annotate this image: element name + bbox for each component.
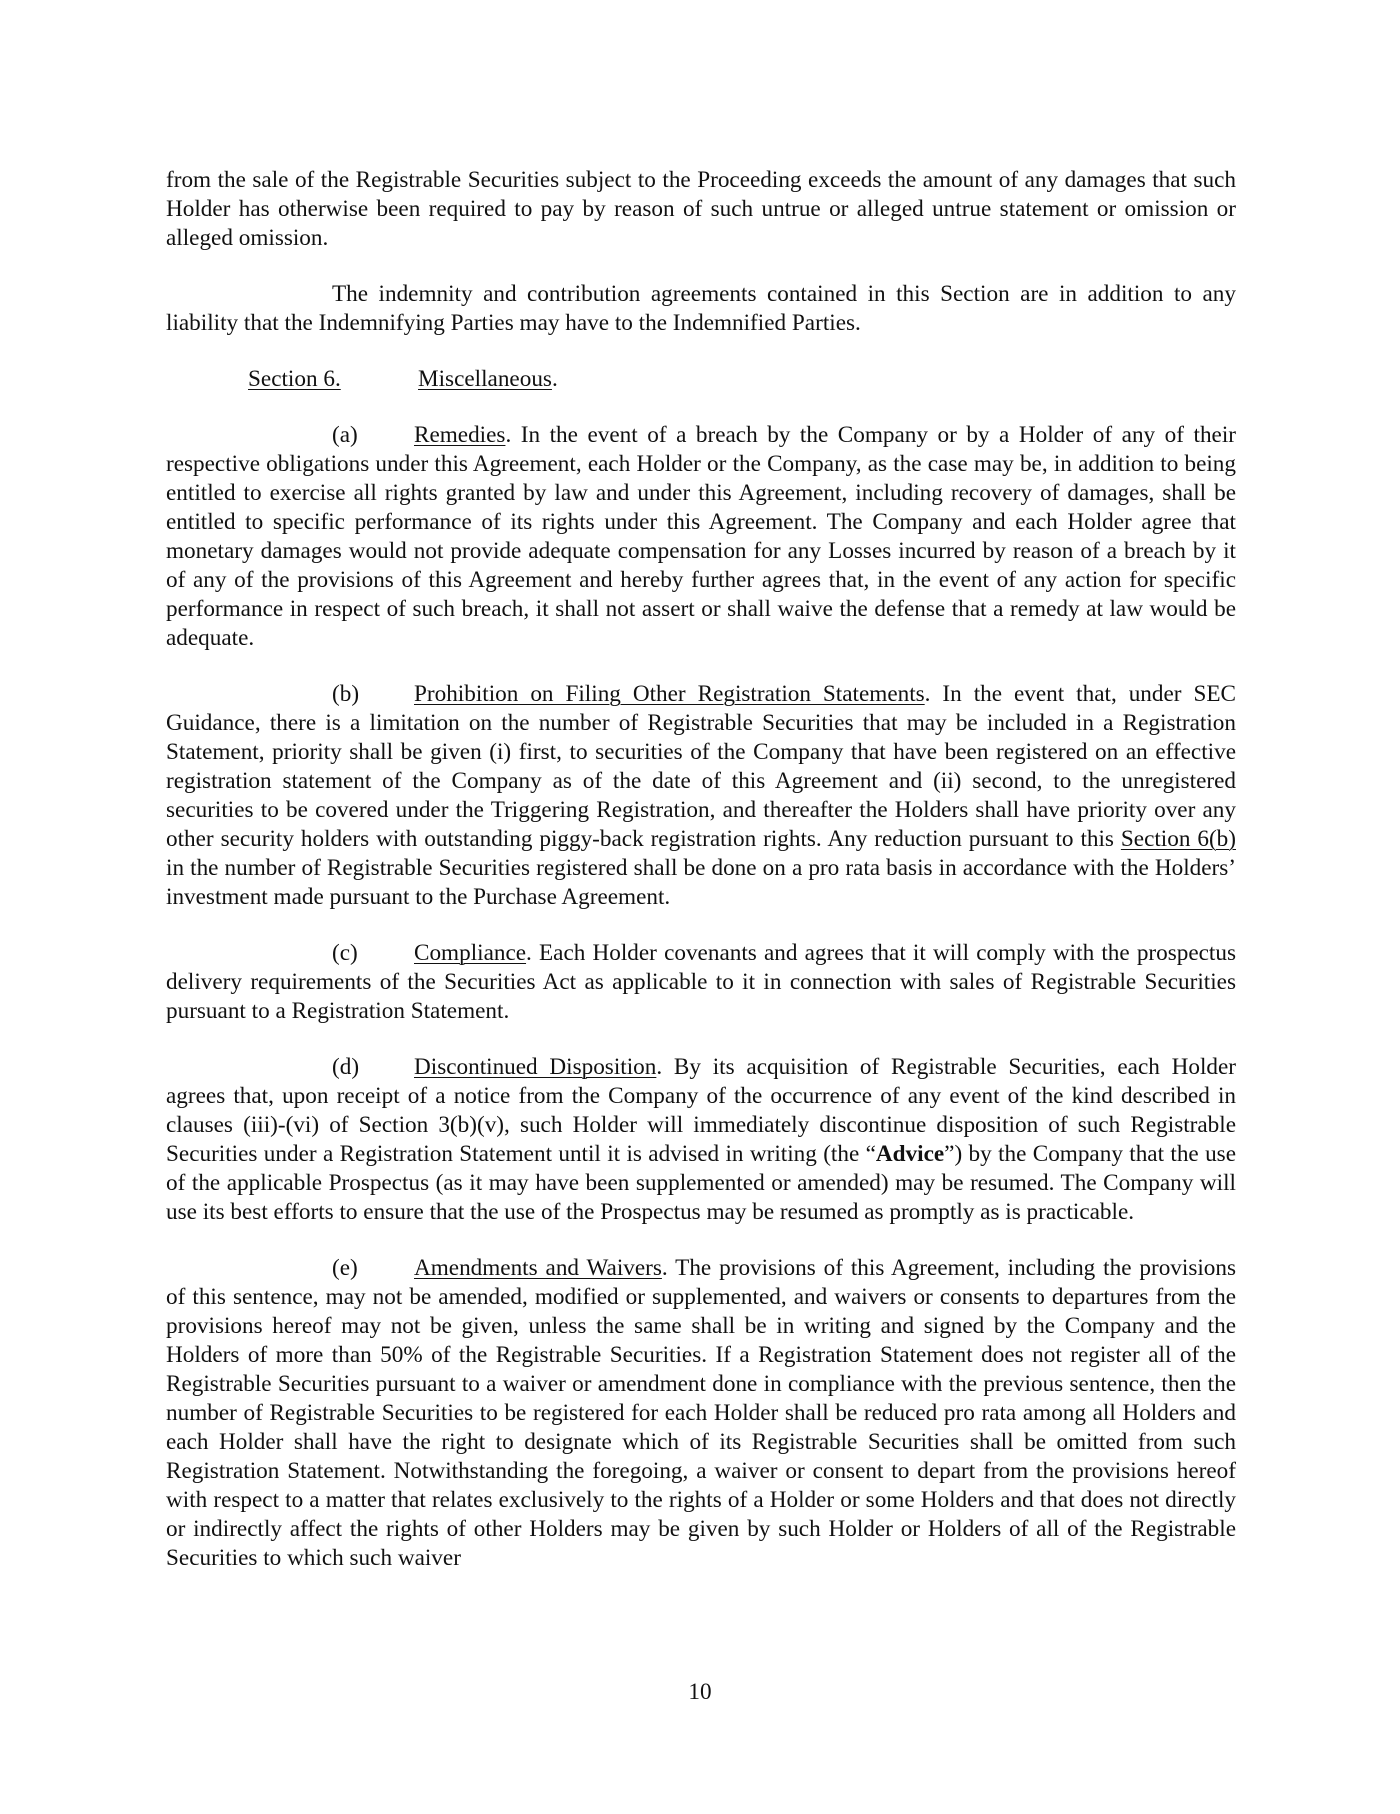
intro-paragraph: from the sale of the Registrable Securities subject to the Proceeding exceeds the amount of any damages that such Holder has otherwise been required to pay by reason of such untrue or alleged untrue statement or omission or alleged omission. bbox=[166, 167, 1236, 251]
paragraph-label: (a) bbox=[332, 422, 358, 448]
paragraph-a bbox=[166, 421, 1236, 653]
paragraph-d bbox=[166, 1053, 1236, 1227]
section-heading bbox=[166, 365, 1236, 394]
paragraph-heading: Discontinued Disposition bbox=[414, 1054, 657, 1080]
paragraph-e bbox=[166, 1254, 1236, 1573]
paragraph-heading: Compliance bbox=[414, 940, 527, 966]
paragraph-heading: Prohibition on Filing Other Registration Statements bbox=[414, 681, 925, 707]
section-title: Miscellaneous bbox=[418, 366, 552, 392]
paragraph-body: . By its acquisition of Registrable Securities, each Holder agrees that, upon receipt of a notice from the Company of the occurrence of any event of the kind described in clauses (iii)-(vi) of Section 3(b)(v), such Holder will immediately discontinue disposition of such Registrable Securities under a Registration Statement until it is advised in writing (the “ bbox=[166, 1054, 1236, 1167]
paragraph-body: . In the event of a breach by the Company or by a Holder of any of their respective obligations under this Agreement, each Holder or the Company, as the case may be, in addition to being entitled to exercise all rights granted by law and under this Agreement, including recovery of damages, shall be entitled to specific performance of its rights under this Agreement. The Company and each Holder agree that monetary damages would not provide adequate compensation for any Losses incurred by reason of a breach by it of any of the provisions of this Agreement and hereby further agrees that, in the event of any action for specific performance in respect of such breach, it shall not assert or shall waive the defense that a remedy at law would be adequate. bbox=[166, 422, 1236, 651]
indemnity-paragraph: The indemnity and contribution agreements contained in this Section are in addition to any liability that the Indemnifying Parties may have to the Indemnified Parties. bbox=[166, 281, 1236, 336]
section-reference: Section 6(b) bbox=[1120, 826, 1236, 852]
paragraph-b bbox=[166, 680, 1236, 912]
paragraph-heading: Remedies bbox=[414, 422, 506, 448]
page-number: 10 bbox=[688, 1679, 712, 1705]
paragraph-body-continued: in the number of Registrable Securities registered shall be done on a pro rata basis in accordance with the Holders’ investment made pursuant to the Purchase Agreement. bbox=[166, 855, 1236, 910]
document-page bbox=[166, 166, 1236, 1600]
paragraph-label: (b) bbox=[332, 681, 360, 707]
paragraph-body: . Each Holder covenants and agrees that it will comply with the prospectus delivery requirements of the Securities Act as applicable to it in connection with sales of Registrable Securities pursuant to a Registration Statement. bbox=[166, 940, 1236, 1024]
paragraph-body: . In the event that, under SEC Guidance, there is a limitation on the number of Registrable Securities that may be included in a Registration Statement, priority shall be given (i) first, to securities of the Company that have been registered on an effective registration statement of the Company as of the date of this Agreement and (ii) second, to the unregistered securities to be covered under the Triggering Registration, and thereafter the Holders shall have priority over any other security holders with outstanding piggy-back registration rights. Any reduction pursuant to this bbox=[166, 681, 1236, 852]
paragraph-label: (d) bbox=[332, 1054, 360, 1080]
paragraph-body: . The provisions of this Agreement, including the provisions of this sentence, may not be amended, modified or supplemented, and waivers or consents to departures from the provisions hereof may not be given, unless the same shall be in writing and signed by the Company and the Holders of more than 50% of the Registrable Securities. If a Registration Statement does not register all of the Registrable Securities pursuant to a waiver or amendment done in compliance with the previous sentence, then the number of Registrable Securities to be registered for each Holder shall be reduced pro rata among all Holders and each Holder shall have the right to designate which of its Registrable Securities shall be omitted from such Registration Statement. Notwithstanding the foregoing, a waiver or consent to depart from the provisions hereof with respect to a matter that relates exclusively to the rights of a Holder or some Holders and that does not directly or indirectly affect the rights of other Holders may be given by such Holder or Holders of all of the Registrable Securities to which such waiver bbox=[166, 1255, 1236, 1571]
paragraph-c bbox=[166, 939, 1236, 1026]
paragraph-body-continued: ”) by the Company that the use of the applicable Prospectus (as it may have been supplemented or amended) may be resumed. The Company will use its best efforts to ensure that the use of the Prospectus may be resumed as promptly as is practicable. bbox=[166, 1141, 1236, 1225]
paragraph-label: (c) bbox=[332, 940, 358, 966]
paragraph-heading: Amendments and Waivers bbox=[414, 1255, 662, 1281]
defined-term: Advice bbox=[875, 1141, 945, 1167]
paragraph-label: (e) bbox=[332, 1255, 358, 1281]
section-title-punct: . bbox=[551, 366, 558, 392]
section-number: Section 6. bbox=[248, 366, 341, 392]
